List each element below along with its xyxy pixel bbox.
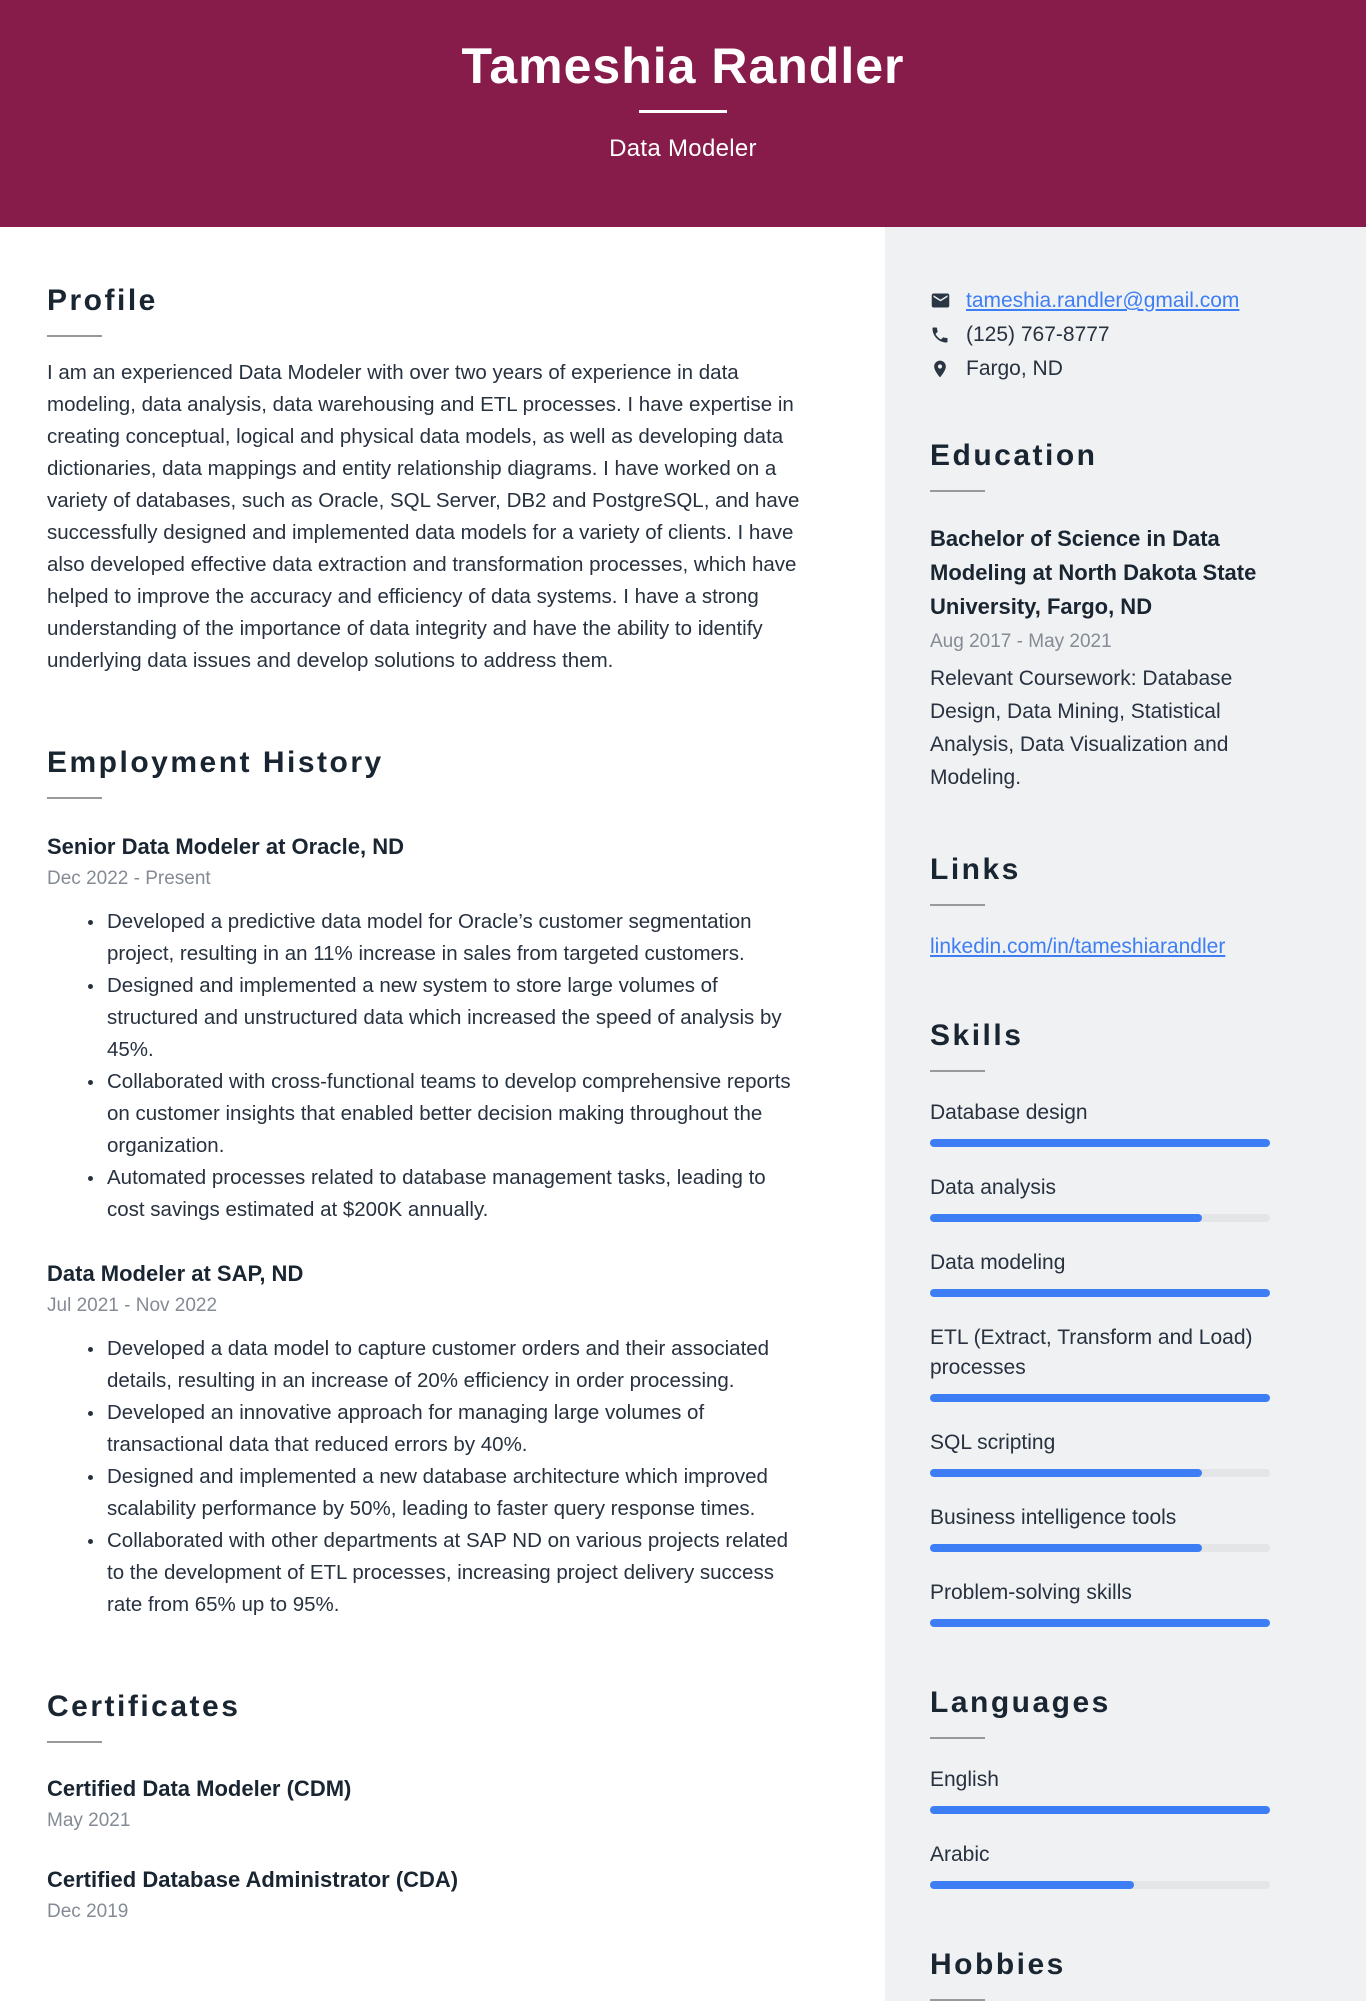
certificate-entry bbox=[47, 1864, 807, 1925]
phone-icon bbox=[930, 324, 951, 345]
certificate-entry bbox=[47, 1773, 807, 1834]
section-divider bbox=[930, 490, 985, 492]
languages-heading: Languages bbox=[930, 1686, 1111, 1719]
content-columns bbox=[0, 227, 1366, 2001]
language-name: Arabic bbox=[930, 1843, 990, 1866]
education-coursework: Relevant Coursework: Database Design, Data Mining, Statistical Analysis, Data Visualization and Modeling. bbox=[930, 667, 1233, 789]
skill-bar-track bbox=[930, 1139, 1270, 1147]
language-bar-fill bbox=[930, 1881, 1134, 1889]
language-item bbox=[930, 1765, 1270, 1814]
certificate-date: Dec 2019 bbox=[47, 1901, 129, 1922]
skills-section bbox=[930, 1018, 1270, 1627]
skill-bar-fill bbox=[930, 1469, 1202, 1477]
bullet-item: • Automated processes related to database management tasks, leading to cost savings estimated at $200K annually. bbox=[105, 1162, 807, 1226]
skills-heading: Skills bbox=[930, 1019, 1024, 1052]
job-bullet-list bbox=[47, 906, 807, 1226]
bullet-item: • Collaborated with other departments at SAP ND on various projects related to the development of ETL processes, increasing project delivery success rate from 65% up to 95%. bbox=[105, 1525, 807, 1621]
job-bullet-list bbox=[47, 1333, 807, 1621]
profile-heading: Profile bbox=[47, 284, 158, 317]
job-dates: Dec 2022 - Present bbox=[47, 868, 211, 889]
skill-item bbox=[930, 1248, 1270, 1297]
section-divider bbox=[47, 335, 102, 337]
employment-section bbox=[47, 745, 807, 1621]
name-underline-rule bbox=[639, 110, 727, 113]
skill-name: Business intelligence tools bbox=[930, 1506, 1177, 1529]
skill-bar-track bbox=[930, 1289, 1270, 1297]
contact-phone-row bbox=[930, 323, 1270, 346]
job-dates: Jul 2021 - Nov 2022 bbox=[47, 1295, 218, 1316]
links-heading: Links bbox=[930, 853, 1021, 886]
skill-name: ETL (Extract, Transform and Load) processes bbox=[930, 1326, 1253, 1379]
job-entry bbox=[47, 1258, 807, 1621]
job-entry bbox=[47, 831, 807, 1226]
email-link[interactable]: tameshia.randler@gmail.com bbox=[966, 289, 1240, 312]
contact-block bbox=[930, 289, 1270, 380]
section-divider bbox=[47, 797, 102, 799]
profile-text: I am an experienced Data Modeler with over two years of experience in data modeling, data analysis, data warehousing and ETL processes. I have expertise in creating conceptual, logical and physical data models, as well as developing data dictionaries, data mappings and entity relationship diagrams. I have worked on a variety of databases, such as Oracle, SQL Server, DB2 and PostgreSQL, and have successfully designed and implemented data models for a variety of clients. I have also developed effective data extraction and transformation processes, which have helped to improve the accuracy and efficiency of data systems. I have a strong understanding of the importance of data integrity and have the ability to identify underlying data issues and develop solutions to address them. bbox=[47, 361, 800, 672]
phone-number: (125) 767-8777 bbox=[966, 323, 1110, 346]
certificate-name: Certified Database Administrator (CDA) bbox=[47, 1867, 459, 1892]
education-heading: Education bbox=[930, 439, 1098, 472]
skill-name: Data modeling bbox=[930, 1251, 1066, 1274]
languages-section bbox=[930, 1685, 1270, 1889]
certificates-heading: Certificates bbox=[47, 1690, 241, 1723]
language-item bbox=[930, 1840, 1270, 1889]
skill-item bbox=[930, 1428, 1270, 1477]
skill-item bbox=[930, 1098, 1270, 1147]
location-pin-icon bbox=[930, 358, 951, 379]
contact-email-row bbox=[930, 289, 1270, 312]
bullet-item: • Developed a predictive data model for Oracle’s customer segmentation project, resulting in an 11% increase in sales from targeted customers. bbox=[105, 906, 807, 970]
profile-section bbox=[47, 283, 807, 677]
education-dates: Aug 2017 - May 2021 bbox=[930, 631, 1112, 652]
skill-name: Data analysis bbox=[930, 1176, 1057, 1199]
skill-bar-track bbox=[930, 1544, 1270, 1552]
skill-bar-track bbox=[930, 1394, 1270, 1402]
skill-bar-fill bbox=[930, 1544, 1202, 1552]
section-divider bbox=[930, 1737, 985, 1739]
skill-item bbox=[930, 1578, 1270, 1627]
language-name: English bbox=[930, 1768, 999, 1791]
bullet-item: • Developed an innovative approach for managing large volumes of transactional data that reduced errors by 40%. bbox=[105, 1397, 807, 1461]
skill-bar-fill bbox=[930, 1394, 1270, 1402]
skill-bar-fill bbox=[930, 1214, 1202, 1222]
employment-heading: Employment History bbox=[47, 746, 384, 779]
job-title: Senior Data Modeler at Oracle, ND bbox=[47, 834, 404, 859]
bullet-item: • Collaborated with cross-functional teams to develop comprehensive reports on customer insights that enabled better decision making throughout the organization. bbox=[105, 1066, 807, 1162]
section-divider bbox=[47, 1741, 102, 1743]
skill-bar-fill bbox=[930, 1289, 1270, 1297]
skill-item bbox=[930, 1323, 1270, 1402]
skill-name: Database design bbox=[930, 1101, 1088, 1124]
skill-bar-fill bbox=[930, 1139, 1270, 1147]
contact-location-row bbox=[930, 357, 1270, 380]
hobbies-heading: Hobbies bbox=[930, 1948, 1066, 1981]
hobbies-section bbox=[930, 1947, 1270, 2001]
skill-bar-track bbox=[930, 1214, 1270, 1222]
skill-bar-track bbox=[930, 1619, 1270, 1627]
certificate-name: Certified Data Modeler (CDM) bbox=[47, 1776, 352, 1801]
skill-bar-track bbox=[930, 1469, 1270, 1477]
certificate-date: May 2021 bbox=[47, 1810, 131, 1831]
sidebar-column bbox=[885, 227, 1366, 2001]
skill-name: Problem-solving skills bbox=[930, 1581, 1132, 1604]
skill-bar-fill bbox=[930, 1619, 1270, 1627]
linkedin-link[interactable]: linkedin.com/in/tameshiarandler bbox=[930, 935, 1226, 958]
bullet-item: • Designed and implemented a new system to store large volumes of structured and unstructured data which increased the speed of analysis by 45%. bbox=[105, 970, 807, 1066]
job-title: Data Modeler at SAP, ND bbox=[47, 1261, 304, 1286]
section-divider bbox=[930, 904, 985, 906]
language-bar-track bbox=[930, 1881, 1270, 1889]
education-section bbox=[930, 438, 1270, 794]
links-section bbox=[930, 852, 1270, 960]
main-column bbox=[0, 227, 885, 2001]
skill-item bbox=[930, 1173, 1270, 1222]
skill-name: SQL scripting bbox=[930, 1431, 1056, 1454]
certificates-section bbox=[47, 1689, 807, 1925]
bullet-item: • Designed and implemented a new database architecture which improved scalability performance by 50%, leading to faster query response times. bbox=[105, 1461, 807, 1525]
language-bar-fill bbox=[930, 1806, 1270, 1814]
person-name: Tameshia Randler bbox=[461, 38, 905, 94]
section-divider bbox=[930, 1070, 985, 1072]
bullet-item: • Developed a data model to capture customer orders and their associated details, resulting in an increase of 20% efficiency in order processing. bbox=[105, 1333, 807, 1397]
header-band bbox=[0, 0, 1366, 227]
degree-title: Bachelor of Science in Data Modeling at North Dakota State University, Fargo, ND bbox=[930, 526, 1257, 619]
location-text: Fargo, ND bbox=[966, 357, 1063, 380]
person-job-title: Data Modeler bbox=[609, 135, 757, 162]
language-bar-track bbox=[930, 1806, 1270, 1814]
skill-item bbox=[930, 1503, 1270, 1552]
link-item bbox=[930, 934, 1270, 960]
email-icon bbox=[930, 290, 951, 311]
